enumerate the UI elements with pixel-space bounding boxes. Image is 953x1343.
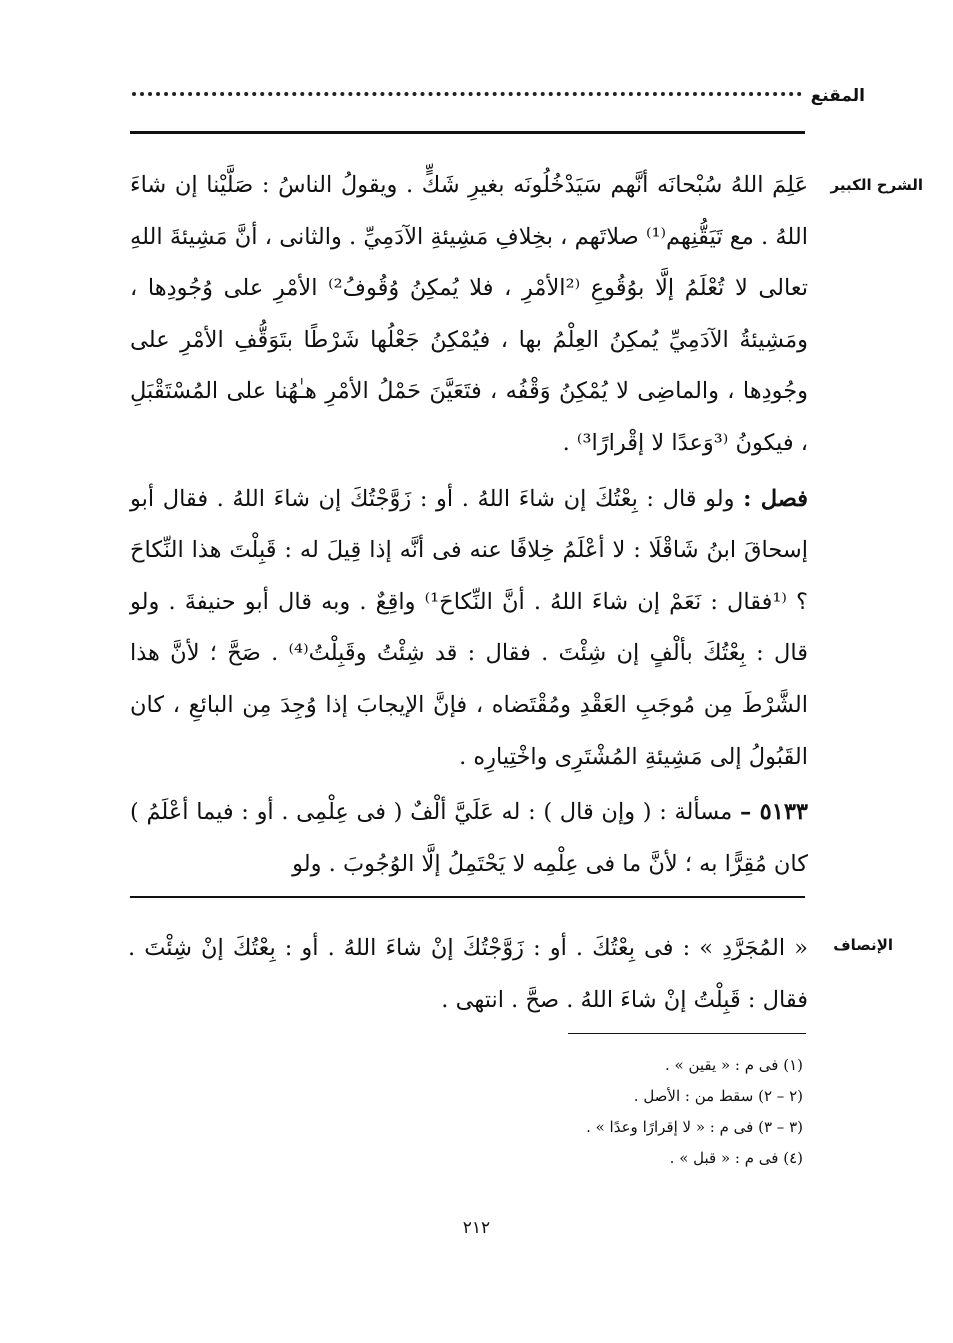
page-number: ٢١٢ [462,1218,491,1238]
insaf-text: « المُجَرَّدِ » : فى بِعْتُكَ . أو : زَوَّجْتُكَ إنْ شاءَ اللهُ . أو : بِعْتُكَ إنْ شِئْتَ . فقال : قَبِلْتُ إنْ شاءَ اللهُ . صحَّ . انتهى . [128,935,808,1013]
header-rule [130,131,805,134]
section-rule [130,896,805,898]
fasl-heading: فصل : [743,485,809,512]
footnote-3: (٣ – ٣) فى م : « لا إقرارًا وعدًا » . [586,1118,803,1136]
footnote-4: (٤) فى م : « قبل » . [669,1149,803,1167]
side-label-insaf: الإنصاف [833,936,893,954]
side-label-sharh: الشرح الكبير [830,176,923,194]
paragraph-fasl [130,474,808,784]
footnotes [383,1050,803,1174]
main-text [130,160,808,890]
paragraph-masala [130,787,808,890]
paragraph-1-text: عَلِمَ اللهُ سُبْحانَه أنَّهم سَيَدْخُلُونَه بغيرِ شَكٍّ . ويقولُ الناسُ : صَلَّيْنا إن شاءَ اللهُ . مع تَيَقُّنِهم⁽¹⁾ صلاتَهم ، بخِلافِ مَشِيئةِ الآدَمِيِّ . والثانى ، أنَّ مَشِيئةَ اللهِ تعالى لا تُعْلَمُ إلَّا بوُقُوعِ ⁽²الأمْرِ ، فلا يُمكِنُ وُقُوفُ²⁾ الأمْرِ على وُجُودِها ، ومَشِيئةُ الآدَمِيِّ يُمكِنُ العِلْمُ بها ، فيُمْكِنُ جَعْلُها شَرْطًا بتَوَقُّفِ الأمْرِ على وجُودِها ، والماضِى لا يُمْكِنُ وَقْفُه ، فتَعَيَّنَ حَمْلُ الأمْرِ هـٰهُنا على المُسْتَقْبَلِ ، فيكونُ ⁽³وَعدًا لا إقْرارًا³⁾ . [130,172,808,456]
footnote-2: (٢ – ٢) سقط من : الأصل . [633,1087,803,1105]
running-head: المقنع [810,86,865,106]
dotted-leader [132,92,802,96]
paragraph-1 [130,160,808,470]
paragraph-fasl-text: ولو قال : بِعْتُكَ إن شاءَ اللهُ . أو : زَوَّجْتُكَ إن شاءَ اللهُ . فقال أبو إسحاقَ ابنُ شَاقْلَا : لا أعْلَمُ خِلافًا عنه فى أنَّه إذا قِيلَ له : قَبِلْتَ هذا النِّكاحَ ؟ ⁽¹فقال : نَعَمْ إن شاءَ اللهُ . أنَّ النِّكاحَ¹⁾ واقِعٌ . وبه قال أبو حنيفةَ . ولو قال : بِعْتُكَ بألْفٍ إن شِئْتَ . فقال : قد شِئْتُ وقَبِلْتُ⁽⁴⁾ . صَحَّ ؛ لأنَّ هذا الشَّرْطَ مِن مُوجَبِ العَقْدِ ومُقْتَضاه ، فإنَّ الإيجابَ إذا وُجِدَ مِن البائعِ ، كان القَبُولُ إلى مَشِيئةِ المُشْتَرِى واخْتِيارِه . [130,485,809,770]
footnote-1: (١) فى م : « يقين » . [665,1056,803,1074]
paragraph-masala-text: مسألة : ( وإن قال ) : له عَلَيَّ ألْفٌ ( فى عِلْمِى . أو : فيما أعْلَمُ ) كان مُقِرًّا به ؛ لأنَّ ما فى عِلْمِه لا يَحْتَمِلُ إلَّا الوُجُوبَ . ولو [130,799,808,877]
footnote-rule [568,1033,806,1034]
masala-number: ٥١٣٣ – [740,799,808,826]
